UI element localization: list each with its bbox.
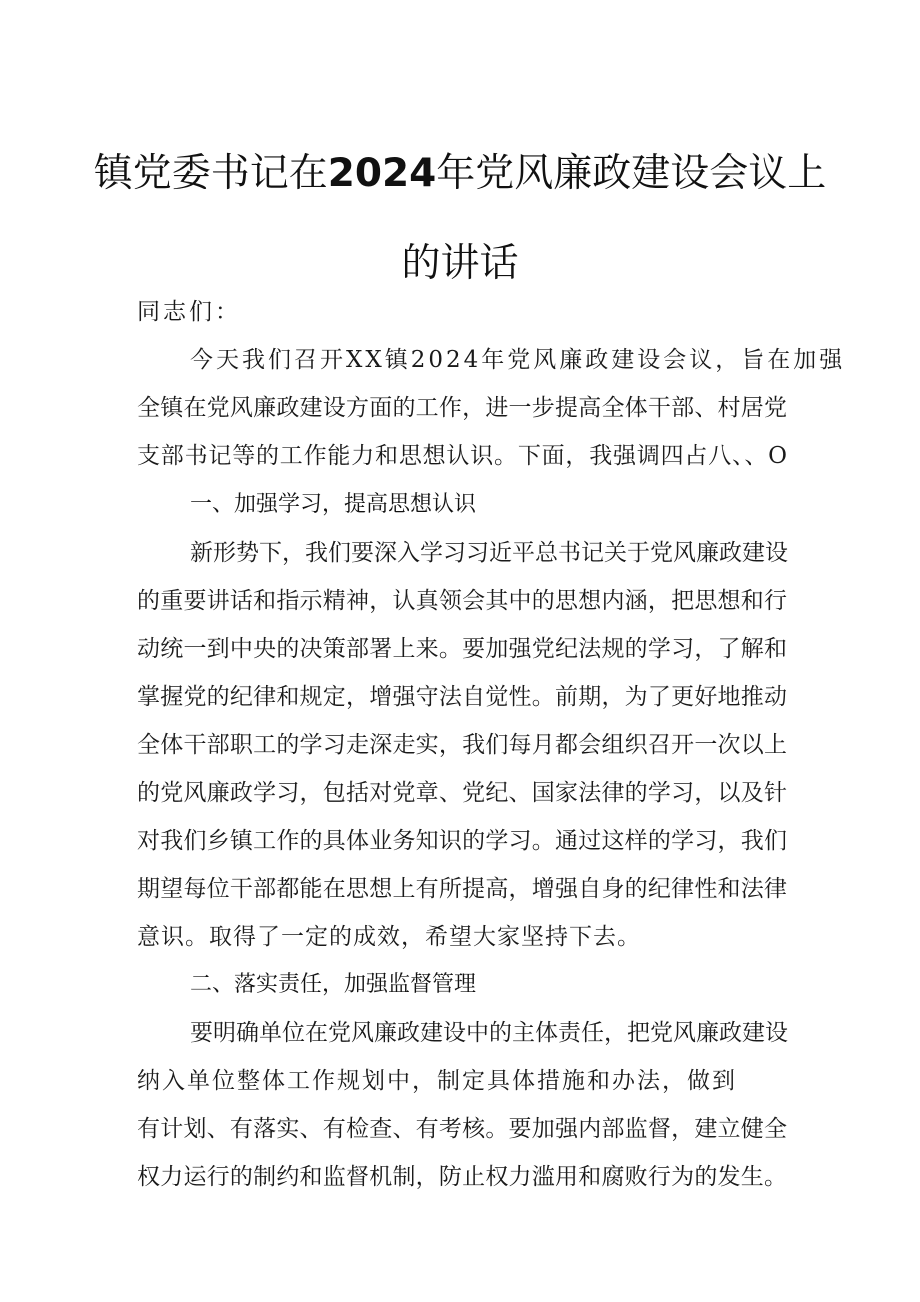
- section-heading-1: 一、加强学习，提高思想认识: [190, 492, 477, 517]
- paragraph-line: 期望每位干部都能在思想上有所提高，增强自身的纪律性和法律: [137, 876, 787, 902]
- paragraph-line: 权力运行的制约和监督机制，防止权力滥用和腐败行为的发生。: [137, 1164, 787, 1190]
- paragraph-line: 新形势下，我们要深入学习习近平总书记关于党风廉政建设: [190, 540, 788, 566]
- paragraph-line: 的党风廉政学习，包括对党章、党纪、国家法律的学习，以及针: [137, 780, 787, 806]
- section-heading-2: 二、落实责任，加强监督管理: [190, 972, 477, 997]
- document-title-line-2: 的讲话: [401, 241, 519, 286]
- title-text-b: 年党风廉政建设会议上: [436, 151, 827, 196]
- paragraph-line: 全体干部职工的学习走深走实，我们每月都会组织召开一次以上: [137, 732, 787, 758]
- paragraph-line: 对我们乡镇工作的具体业务知识的学习。通过这样的学习，我们: [137, 828, 787, 854]
- paragraph-line: 有计划、有落实、有检查、有考核。要加强内部监督，建立健全: [137, 1116, 787, 1142]
- paragraph-line: 全镇在党风廉政建设方面的工作，进一步提高全体干部、村居党: [137, 395, 787, 421]
- paragraph-line: 意识。取得了一定的成效，希望大家坚持下去。: [137, 924, 641, 950]
- paragraph-line: 要明确单位在党风廉政建设中的主体责任，把党风廉政建设: [190, 1020, 788, 1046]
- title-text-a: 镇党委书记在: [93, 151, 328, 196]
- paragraph-line: 的重要讲话和指示精神，认真领会其中的思想内涵，把思想和行: [137, 588, 787, 614]
- paragraph-line: 纳入单位整体工作规划中，制定具体措施和办法，做到: [137, 1068, 737, 1094]
- paragraph-line: 动统一到中央的决策部署上来。要加强党纪法规的学习，了解和: [137, 636, 787, 662]
- document-title-line-1: [60, 142, 860, 198]
- paragraph-line: 今天我们召开XX镇2024年党风廉政建设会议，旨在加强: [190, 347, 846, 373]
- title-year: 2024: [327, 151, 437, 196]
- paragraph-line: 支部书记等的工作能力和思想认识。下面，我强调四占八、、O: [137, 443, 787, 469]
- paragraph-line: 掌握党的纪律和规定，增强守法自觉性。前期，为了更好地推动: [137, 684, 787, 710]
- salutation: 同志们：: [137, 299, 241, 325]
